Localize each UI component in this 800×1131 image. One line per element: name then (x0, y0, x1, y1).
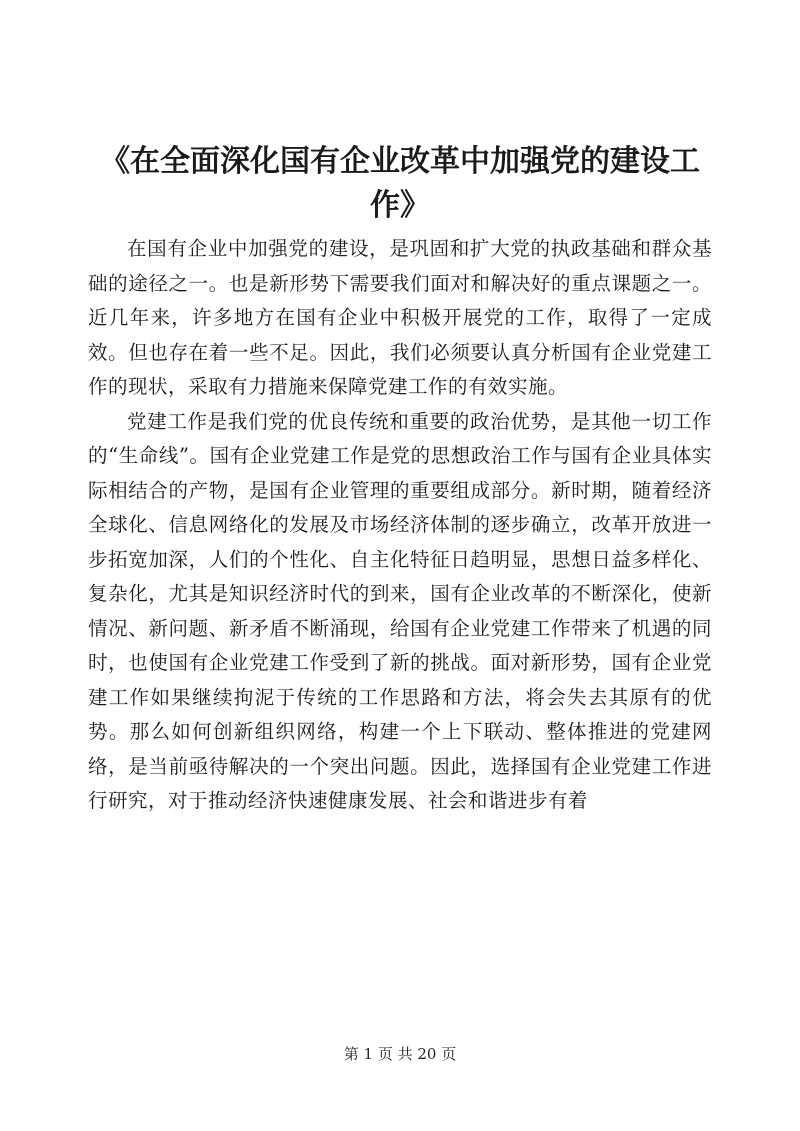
paragraph-2: 党建工作是我们党的优良传统和重要的政治优势，是其他一切工作的“生命线”。国有企业党建工作是党的思想政治工作与国有企业具体实际相结合的产物，是国有企业管理的重要组成部分。新时期，随着经济全球化、信息网络化的发展及市场经济体制的逐步确立，改革开放进一步拓宽加深，人们的个性化、自主化特征日趋明显，思想日益多样化、复杂化，尤其是知识经济时代的到来，国有企业改革的不断深化，使新情况、新问题、新矛盾不断涌现，给国有企业党建工作带来了机遇的同时，也使国有企业党建工作受到了新的挑战。面对新形势，国有企业党建工作如果继续拘泥于传统的工作思路和方法，将会失去其原有的优势。那么如何创新组织网络，构建一个上下联动、整体推进的党建网络，是当前亟待解决的一个突出问题。因此，选择国有企业党建工作进行研究，对于推动经济快速健康发展、社会和谐进步有着 (88, 409, 712, 812)
document-body (88, 232, 712, 819)
document-title: 《在全面深化国有企业改革中加强党的建设工作》 (100, 144, 700, 223)
page-number-footer: 第 1 页 共 20 页 (343, 1045, 457, 1063)
paragraph-1: 在国有企业中加强党的建设，是巩固和扩大党的执政基础和群众基础的途径之一。也是新形势下需要我们面对和解决好的重点课题之一。近几年来，许多地方在国有企业中积极开展党的工作，取得了一定成效。但也存在着一些不足。因此，我们必须要认真分析国有企业党建工作的现状，采取有力措施来保障党建工作的有效实施。 (88, 237, 712, 398)
